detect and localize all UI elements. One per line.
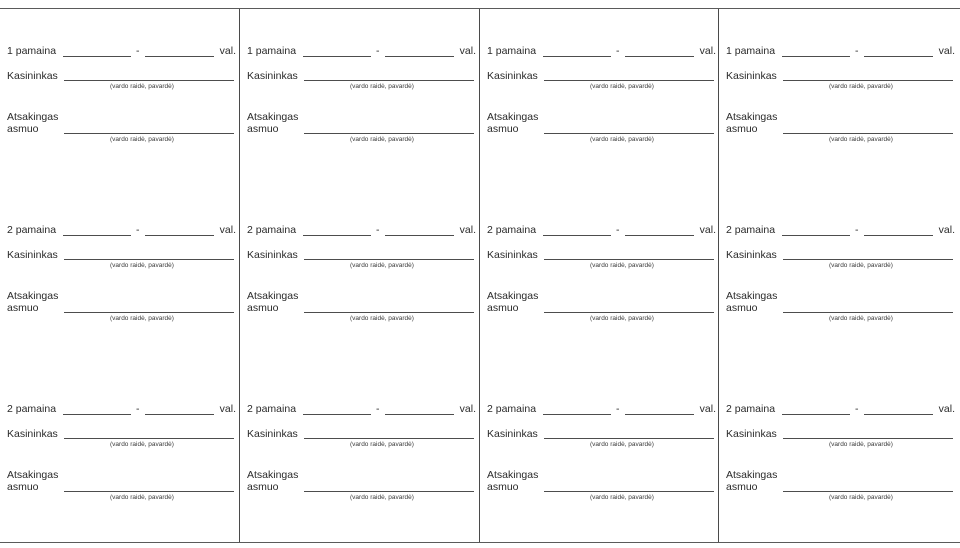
shift-end-field[interactable] xyxy=(625,235,694,236)
time-separator: - xyxy=(616,224,620,236)
hours-unit: val. xyxy=(699,45,716,57)
cashier-name-field[interactable] xyxy=(304,259,474,260)
shift-end-field[interactable] xyxy=(864,235,933,236)
responsible-hint: (vardo raidė, pavardė) xyxy=(110,136,174,143)
responsible-person-row xyxy=(726,111,954,145)
responsible-name-field[interactable] xyxy=(783,133,953,134)
cashier-label: Kasininkas xyxy=(7,249,58,261)
shift-start-field[interactable] xyxy=(782,235,850,236)
responsible-hint: (vardo raidė, pavardė) xyxy=(590,315,654,322)
responsible-label-line2: asmuo xyxy=(487,123,519,135)
responsible-person-row xyxy=(487,111,715,145)
shift-start-field[interactable] xyxy=(543,56,611,57)
cashier-hint: (vardo raidė, pavardė) xyxy=(350,83,414,90)
responsible-person-row xyxy=(487,290,715,324)
responsible-name-field[interactable] xyxy=(304,491,474,492)
cashier-hint: (vardo raidė, pavardė) xyxy=(590,262,654,269)
cashier-row xyxy=(726,249,954,275)
hours-unit: val. xyxy=(459,224,476,236)
time-separator: - xyxy=(136,45,140,57)
cashier-name-field[interactable] xyxy=(783,259,953,260)
responsible-name-field[interactable] xyxy=(544,491,714,492)
cashier-label: Kasininkas xyxy=(7,70,58,82)
cashier-row xyxy=(247,249,475,275)
cashier-label: Kasininkas xyxy=(247,70,298,82)
responsible-label-line1: Atsakingas xyxy=(7,290,59,302)
form-column xyxy=(480,9,719,542)
responsible-label-line2: asmuo xyxy=(726,302,758,314)
responsible-hint: (vardo raidė, pavardė) xyxy=(829,315,893,322)
cashier-label: Kasininkas xyxy=(487,428,538,440)
responsible-hint: (vardo raidė, pavardė) xyxy=(350,136,414,143)
responsible-label-line1: Atsakingas xyxy=(247,290,299,302)
time-separator: - xyxy=(855,403,859,415)
shift-end-field[interactable] xyxy=(864,56,933,57)
responsible-label-line1: Atsakingas xyxy=(247,111,299,123)
shift-hours-row xyxy=(487,224,715,238)
responsible-label-line2: asmuo xyxy=(247,302,279,314)
shift-start-field[interactable] xyxy=(63,235,131,236)
form-column xyxy=(0,9,239,542)
cashier-label: Kasininkas xyxy=(726,249,777,261)
time-separator: - xyxy=(855,45,859,57)
responsible-name-field[interactable] xyxy=(544,312,714,313)
responsible-label-line2: asmuo xyxy=(726,123,758,135)
responsible-person-row xyxy=(7,469,235,503)
hours-unit: val. xyxy=(938,403,955,415)
shift-block xyxy=(7,224,235,354)
responsible-name-field[interactable] xyxy=(64,133,234,134)
cashier-name-field[interactable] xyxy=(783,438,953,439)
responsible-person-row xyxy=(7,111,235,145)
shift-label: 1 pamaina xyxy=(487,45,537,57)
shift-label: 1 pamaina xyxy=(7,45,57,57)
shift-label: 2 pamaina xyxy=(487,224,537,236)
time-separator: - xyxy=(376,224,380,236)
responsible-hint: (vardo raidė, pavardė) xyxy=(829,136,893,143)
shift-hours-row xyxy=(247,403,475,417)
responsible-label-line1: Atsakingas xyxy=(7,469,59,481)
hours-unit: val. xyxy=(459,403,476,415)
shift-start-field[interactable] xyxy=(303,56,371,57)
cashier-hint: (vardo raidė, pavardė) xyxy=(829,441,893,448)
hours-unit: val. xyxy=(699,403,716,415)
cashier-hint: (vardo raidė, pavardė) xyxy=(350,441,414,448)
form-column xyxy=(719,9,958,542)
responsible-label-line1: Atsakingas xyxy=(726,111,778,123)
shift-hours-row xyxy=(7,45,235,59)
responsible-hint: (vardo raidė, pavardė) xyxy=(590,494,654,501)
shift-end-field[interactable] xyxy=(625,56,694,57)
hours-unit: val. xyxy=(219,224,236,236)
responsible-person-row xyxy=(487,469,715,503)
shift-end-field[interactable] xyxy=(385,56,454,57)
responsible-name-field[interactable] xyxy=(304,133,474,134)
cashier-label: Kasininkas xyxy=(247,428,298,440)
cashier-row xyxy=(247,70,475,96)
responsible-person-row xyxy=(247,290,475,324)
responsible-hint: (vardo raidė, pavardė) xyxy=(350,494,414,501)
hours-unit: val. xyxy=(459,45,476,57)
cashier-row xyxy=(7,70,235,96)
responsible-label-line2: asmuo xyxy=(726,481,758,493)
time-separator: - xyxy=(136,403,140,415)
cashier-label: Kasininkas xyxy=(726,428,777,440)
responsible-label-line2: asmuo xyxy=(7,123,39,135)
responsible-hint: (vardo raidė, pavardė) xyxy=(110,315,174,322)
cashier-hint: (vardo raidė, pavardė) xyxy=(590,441,654,448)
responsible-hint: (vardo raidė, pavardė) xyxy=(350,315,414,322)
cashier-name-field[interactable] xyxy=(544,438,714,439)
shift-end-field[interactable] xyxy=(385,235,454,236)
shift-block xyxy=(487,403,715,533)
shift-label: 2 pamaina xyxy=(7,403,57,415)
shift-hours-row xyxy=(247,224,475,238)
time-separator: - xyxy=(616,403,620,415)
cashier-row xyxy=(487,70,715,96)
cashier-name-field[interactable] xyxy=(783,80,953,81)
cashier-hint: (vardo raidė, pavardė) xyxy=(110,262,174,269)
shift-end-field[interactable] xyxy=(625,414,694,415)
shift-block xyxy=(7,45,235,175)
shift-block xyxy=(247,403,475,533)
cashier-name-field[interactable] xyxy=(544,80,714,81)
hours-unit: val. xyxy=(219,45,236,57)
shift-block xyxy=(726,224,954,354)
form-column xyxy=(240,9,479,542)
shift-label: 2 pamaina xyxy=(726,224,776,236)
shift-start-field[interactable] xyxy=(303,414,371,415)
cashier-hint: (vardo raidė, pavardė) xyxy=(110,83,174,90)
shift-hours-row xyxy=(726,224,954,238)
responsible-person-row xyxy=(247,469,475,503)
shift-end-field[interactable] xyxy=(385,414,454,415)
shift-start-field[interactable] xyxy=(543,235,611,236)
responsible-label-line1: Atsakingas xyxy=(247,469,299,481)
responsible-label-line2: asmuo xyxy=(247,481,279,493)
responsible-name-field[interactable] xyxy=(783,312,953,313)
bottom-border xyxy=(0,542,960,543)
responsible-name-field[interactable] xyxy=(304,312,474,313)
shift-block xyxy=(726,403,954,533)
shift-hours-row xyxy=(726,45,954,59)
shift-label: 1 pamaina xyxy=(247,45,297,57)
responsible-label-line1: Atsakingas xyxy=(487,469,539,481)
cashier-hint: (vardo raidė, pavardė) xyxy=(829,262,893,269)
responsible-label-line2: asmuo xyxy=(487,302,519,314)
responsible-hint: (vardo raidė, pavardė) xyxy=(590,136,654,143)
shift-end-field[interactable] xyxy=(864,414,933,415)
responsible-name-field[interactable] xyxy=(64,491,234,492)
cashier-hint: (vardo raidė, pavardė) xyxy=(350,262,414,269)
time-separator: - xyxy=(855,224,859,236)
shift-start-field[interactable] xyxy=(303,235,371,236)
hours-unit: val. xyxy=(938,45,955,57)
cashier-name-field[interactable] xyxy=(304,438,474,439)
responsible-label-line1: Atsakingas xyxy=(487,111,539,123)
cashier-hint: (vardo raidė, pavardė) xyxy=(829,83,893,90)
shift-start-field[interactable] xyxy=(782,56,850,57)
shift-block xyxy=(487,224,715,354)
cashier-row xyxy=(487,428,715,454)
hours-unit: val. xyxy=(219,403,236,415)
shift-label: 2 pamaina xyxy=(247,224,297,236)
responsible-person-row xyxy=(7,290,235,324)
shift-hours-row xyxy=(7,224,235,238)
cashier-label: Kasininkas xyxy=(7,428,58,440)
shift-label: 2 pamaina xyxy=(487,403,537,415)
responsible-name-field[interactable] xyxy=(544,133,714,134)
responsible-label-line1: Atsakingas xyxy=(487,290,539,302)
shift-start-field[interactable] xyxy=(63,56,131,57)
cashier-name-field[interactable] xyxy=(304,80,474,81)
shift-label: 2 pamaina xyxy=(247,403,297,415)
shift-start-field[interactable] xyxy=(63,414,131,415)
responsible-label-line1: Atsakingas xyxy=(726,469,778,481)
shift-block xyxy=(487,45,715,175)
cashier-label: Kasininkas xyxy=(726,70,777,82)
cashier-name-field[interactable] xyxy=(64,438,234,439)
cashier-row xyxy=(487,249,715,275)
responsible-label-line2: asmuo xyxy=(247,123,279,135)
cashier-row xyxy=(7,249,235,275)
cashier-hint: (vardo raidė, pavardė) xyxy=(590,83,654,90)
hours-unit: val. xyxy=(699,224,716,236)
shift-label: 2 pamaina xyxy=(7,224,57,236)
shift-hours-row xyxy=(247,45,475,59)
shift-label: 2 pamaina xyxy=(726,403,776,415)
responsible-label-line2: asmuo xyxy=(7,302,39,314)
cashier-row xyxy=(726,70,954,96)
cashier-row xyxy=(7,428,235,454)
shift-end-field[interactable] xyxy=(145,235,214,236)
shift-label: 1 pamaina xyxy=(726,45,776,57)
cashier-hint: (vardo raidė, pavardė) xyxy=(110,441,174,448)
shift-block xyxy=(247,45,475,175)
responsible-label-line1: Atsakingas xyxy=(7,111,59,123)
hours-unit: val. xyxy=(938,224,955,236)
shift-hours-row xyxy=(726,403,954,417)
responsible-name-field[interactable] xyxy=(64,312,234,313)
shift-start-field[interactable] xyxy=(543,414,611,415)
responsible-label-line2: asmuo xyxy=(487,481,519,493)
responsible-person-row xyxy=(726,290,954,324)
cashier-name-field[interactable] xyxy=(64,80,234,81)
responsible-person-row xyxy=(247,111,475,145)
shift-block xyxy=(7,403,235,533)
shift-end-field[interactable] xyxy=(145,414,214,415)
cashier-label: Kasininkas xyxy=(247,249,298,261)
cashier-label: Kasininkas xyxy=(487,70,538,82)
shift-hours-row xyxy=(7,403,235,417)
shift-end-field[interactable] xyxy=(145,56,214,57)
time-separator: - xyxy=(376,45,380,57)
responsible-hint: (vardo raidė, pavardė) xyxy=(829,494,893,501)
time-separator: - xyxy=(616,45,620,57)
responsible-hint: (vardo raidė, pavardė) xyxy=(110,494,174,501)
responsible-label-line2: asmuo xyxy=(7,481,39,493)
shift-hours-row xyxy=(487,403,715,417)
shift-block xyxy=(726,45,954,175)
responsible-label-line1: Atsakingas xyxy=(726,290,778,302)
cashier-name-field[interactable] xyxy=(544,259,714,260)
cashier-row xyxy=(247,428,475,454)
form-columns xyxy=(0,9,960,542)
responsible-name-field[interactable] xyxy=(783,491,953,492)
cashier-name-field[interactable] xyxy=(64,259,234,260)
time-separator: - xyxy=(376,403,380,415)
cashier-row xyxy=(726,428,954,454)
shift-hours-row xyxy=(487,45,715,59)
time-separator: - xyxy=(136,224,140,236)
shift-start-field[interactable] xyxy=(782,414,850,415)
responsible-person-row xyxy=(726,469,954,503)
cashier-label: Kasininkas xyxy=(487,249,538,261)
shift-block xyxy=(247,224,475,354)
